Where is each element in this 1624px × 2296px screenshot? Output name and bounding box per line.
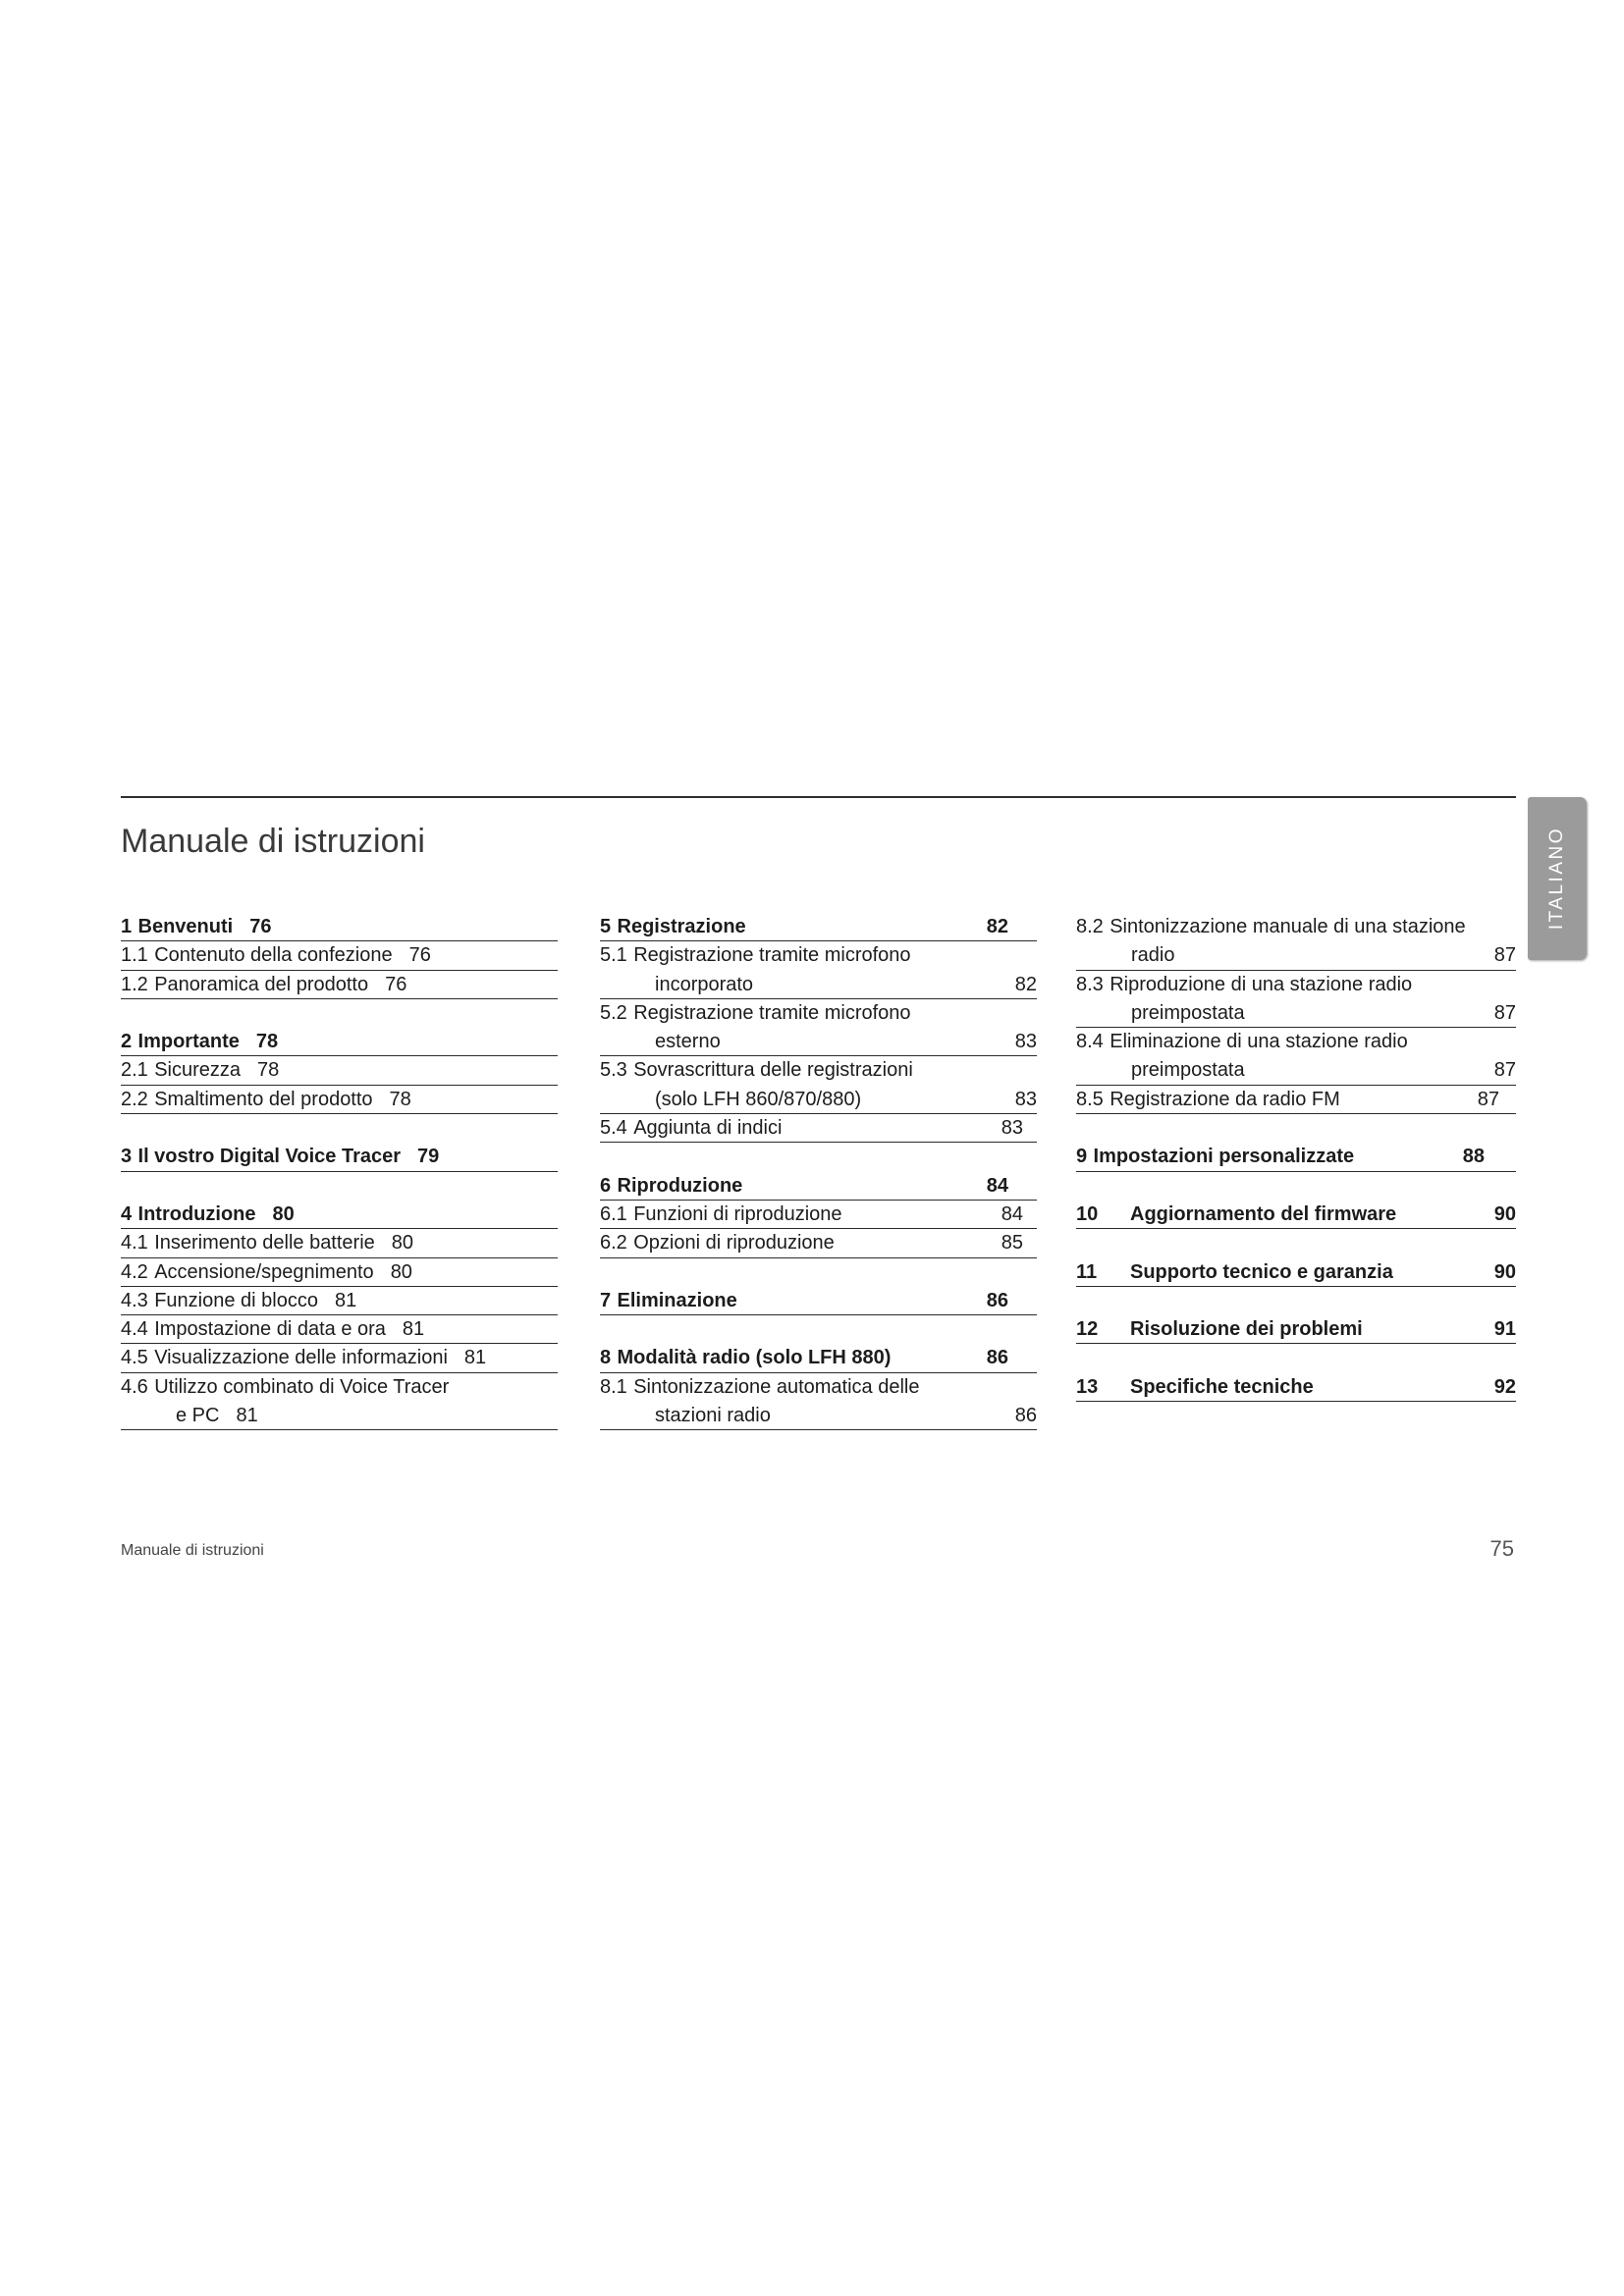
- toc-subsection-5-1: [600, 941, 1037, 999]
- section-number: 13: [1076, 1375, 1099, 1398]
- subsection-title: Utilizzo combinato di Voice Tracer: [154, 1375, 450, 1398]
- page-number: 86: [1014, 1405, 1037, 1427]
- subsection-title-continued: stazioni radio: [655, 1405, 771, 1427]
- section-title: Registrazione: [617, 916, 746, 937]
- section-title: Risoluzione dei problemi: [1130, 1318, 1363, 1341]
- subsection-title: Sovrascrittura delle registrazioni: [633, 1059, 913, 1082]
- subsection-title: Inserimento delle batterie: [154, 1232, 375, 1255]
- page-number: 76: [385, 973, 407, 995]
- subsection-title-continued: radio: [1131, 944, 1175, 967]
- page-number: 82: [1014, 973, 1037, 995]
- toc-subsection-4-2: [121, 1258, 558, 1287]
- toc-subsection-8-5: [1076, 1086, 1516, 1114]
- section-title: Supporto tecnico e garanzia: [1130, 1260, 1393, 1283]
- subsection-number: 5.1: [600, 944, 627, 967]
- page-number: 81: [236, 1405, 258, 1427]
- section-title: Modalità radio (solo LFH 880): [617, 1347, 892, 1369]
- page-number: 87: [1493, 1001, 1516, 1024]
- toc-subsection-8-1: [600, 1373, 1037, 1431]
- subsection-title-continued: e PC: [176, 1405, 220, 1427]
- section-number: 7: [600, 1289, 612, 1311]
- subsection-title: Visualizzazione delle informazioni: [154, 1347, 448, 1369]
- toc-section-7: [600, 1287, 1037, 1315]
- toc-column-1: [121, 913, 558, 1430]
- toc-subsection-8-2: [1076, 913, 1516, 971]
- language-tab-label: ITALIANO: [1546, 827, 1567, 931]
- subsection-title: Panoramica del prodotto: [154, 973, 369, 995]
- page-title: Manuale di istruzioni: [121, 823, 425, 860]
- page-number: 90: [1493, 1260, 1516, 1283]
- page-number: 82: [986, 916, 1008, 937]
- page-number: 83: [1014, 1088, 1037, 1110]
- section-title: Benvenuti: [137, 916, 234, 937]
- section-title: Specifiche tecniche: [1130, 1375, 1314, 1398]
- subsection-number: 5.4: [600, 1117, 627, 1140]
- page-number: 78: [257, 1059, 280, 1082]
- section-title: Importante: [137, 1031, 240, 1053]
- subsection-number: 8.2: [1076, 916, 1104, 937]
- subsection-number: 8.5: [1076, 1088, 1104, 1110]
- section-number: 10: [1076, 1202, 1099, 1225]
- subsection-number: 4.5: [121, 1347, 148, 1369]
- page-number: 78: [389, 1088, 411, 1110]
- subsection-title: Registrazione da radio FM: [1110, 1088, 1340, 1110]
- section-number: 3: [121, 1146, 133, 1168]
- page-number: 80: [391, 1232, 414, 1255]
- section-number: 5: [600, 916, 612, 937]
- toc-section-4: [121, 1201, 558, 1229]
- subsection-title: Registrazione tramite microfono: [633, 944, 911, 967]
- subsection-title: Opzioni di riproduzione: [633, 1232, 835, 1255]
- page-number: 88: [1462, 1146, 1485, 1168]
- page-number: 91: [1493, 1318, 1516, 1341]
- toc-section-10: [1076, 1201, 1516, 1229]
- subsection-number: 6.2: [600, 1232, 627, 1255]
- page-number: 86: [986, 1347, 1008, 1369]
- toc-section-13: [1076, 1373, 1516, 1402]
- subsection-number: 4.3: [121, 1289, 148, 1311]
- toc-section-2: [121, 1028, 558, 1056]
- subsection-number: 2.2: [121, 1088, 148, 1110]
- page-number: 80: [390, 1260, 412, 1283]
- page-number: 92: [1493, 1375, 1516, 1398]
- section-number: 4: [121, 1202, 133, 1225]
- subsection-title: Riproduzione di una stazione radio: [1110, 973, 1413, 995]
- toc-subsection-4-4: [121, 1315, 558, 1344]
- subsection-title-continued: preimpostata: [1131, 1059, 1245, 1082]
- section-number: 11: [1076, 1260, 1098, 1283]
- subsection-number: 4.4: [121, 1318, 148, 1341]
- header-rule: [121, 796, 1516, 798]
- subsection-title: Sintonizzazione automatica delle: [633, 1375, 920, 1398]
- page-number: 87: [1493, 944, 1516, 967]
- toc-section-1: [121, 913, 558, 941]
- subsection-number: 5.3: [600, 1059, 627, 1082]
- subsection-title: Accensione/spegnimento: [154, 1260, 374, 1283]
- page-number: 85: [1001, 1232, 1023, 1255]
- section-title: Introduzione: [137, 1202, 256, 1225]
- toc-section-9: [1076, 1143, 1516, 1171]
- section-title: Riproduzione: [617, 1174, 743, 1197]
- subsection-title: Eliminazione di una stazione radio: [1110, 1031, 1408, 1053]
- subsection-number: 8.1: [600, 1375, 627, 1398]
- toc-section-12: [1076, 1315, 1516, 1344]
- toc-subsection-4-1: [121, 1229, 558, 1257]
- subsection-title: Smaltimento del prodotto: [154, 1088, 373, 1110]
- subsection-title: Impostazione di data e ora: [154, 1318, 386, 1341]
- toc-subsection-5-3: [600, 1056, 1037, 1114]
- page-number: 76: [249, 916, 272, 937]
- section-number: 2: [121, 1031, 133, 1053]
- subsection-number: 1.2: [121, 973, 148, 995]
- page-number: 83: [1014, 1031, 1037, 1053]
- subsection-title-continued: (solo LFH 860/870/880): [655, 1088, 862, 1110]
- page-number: 90: [1493, 1202, 1516, 1225]
- page-number: 81: [402, 1318, 425, 1341]
- toc-subsection-4-5: [121, 1344, 558, 1372]
- page-number: 81: [334, 1289, 357, 1311]
- toc-subsection-6-2: [600, 1229, 1037, 1257]
- footer-page-number: 75: [1489, 1536, 1514, 1561]
- toc-section-5: [600, 913, 1037, 941]
- toc-section-11: [1076, 1258, 1516, 1287]
- toc-subsection-2-1: [121, 1056, 558, 1085]
- section-title: Impostazioni personalizzate: [1093, 1146, 1355, 1168]
- subsection-title-continued: esterno: [655, 1031, 721, 1053]
- toc-section-3: [121, 1143, 558, 1171]
- toc-subsection-5-2: [600, 999, 1037, 1057]
- subsection-number: 4.2: [121, 1260, 148, 1283]
- page-number: 80: [272, 1202, 295, 1225]
- subsection-title: Funzioni di riproduzione: [633, 1202, 842, 1225]
- toc-section-8: [600, 1344, 1037, 1372]
- page-number: 86: [986, 1289, 1008, 1311]
- section-title: Aggiornamento del firmware: [1130, 1202, 1397, 1225]
- section-number: 12: [1076, 1318, 1099, 1341]
- section-number: 6: [600, 1174, 612, 1197]
- subsection-title: Funzione di blocco: [154, 1289, 318, 1311]
- page-number: 76: [408, 944, 431, 967]
- toc-subsection-1-1: [121, 941, 558, 970]
- subsection-title-continued: preimpostata: [1131, 1001, 1245, 1024]
- toc-column-3: [1076, 913, 1516, 1402]
- footer-title: Manuale di istruzioni: [121, 1542, 264, 1559]
- subsection-title: Registrazione tramite microfono: [633, 1001, 911, 1024]
- section-number: 9: [1076, 1146, 1088, 1168]
- subsection-title: Sintonizzazione manuale di una stazione: [1110, 916, 1466, 937]
- subsection-number: 8.3: [1076, 973, 1104, 995]
- section-number: 8: [600, 1347, 612, 1369]
- toc-subsection-8-3: [1076, 971, 1516, 1029]
- toc-subsection-8-4: [1076, 1028, 1516, 1086]
- page-number: 84: [1001, 1202, 1023, 1225]
- subsection-number: 4.1: [121, 1232, 148, 1255]
- page-number: 81: [463, 1347, 487, 1369]
- subsection-title: Contenuto della confezione: [154, 944, 393, 967]
- language-tab: [1528, 797, 1587, 960]
- subsection-number: 5.2: [600, 1001, 627, 1024]
- toc-subsection-4-6: [121, 1373, 558, 1431]
- toc-subsection-1-2: [121, 971, 558, 999]
- subsection-number: 8.4: [1076, 1031, 1104, 1053]
- section-number: 1: [121, 916, 133, 937]
- subsection-title-continued: incorporato: [655, 973, 754, 995]
- subsection-title: Aggiunta di indici: [633, 1117, 783, 1140]
- toc-subsection-5-4: [600, 1114, 1037, 1143]
- section-title: Il vostro Digital Voice Tracer: [137, 1146, 402, 1168]
- page-number: 84: [986, 1174, 1008, 1197]
- subsection-number: 6.1: [600, 1202, 627, 1225]
- toc-section-6: [600, 1172, 1037, 1201]
- page-number: 87: [1493, 1059, 1516, 1082]
- section-title: Eliminazione: [617, 1289, 737, 1311]
- page-number: 87: [1477, 1088, 1499, 1110]
- toc-subsection-4-3: [121, 1287, 558, 1315]
- page-number: 79: [417, 1146, 440, 1168]
- subsection-number: 4.6: [121, 1375, 148, 1398]
- toc-subsection-6-1: [600, 1201, 1037, 1229]
- toc-column-2: [600, 913, 1037, 1430]
- toc-subsection-2-2: [121, 1086, 558, 1114]
- subsection-number: 2.1: [121, 1059, 148, 1082]
- page-number: 83: [1001, 1117, 1023, 1140]
- subsection-number: 1.1: [121, 944, 148, 967]
- page-number: 78: [255, 1031, 279, 1053]
- subsection-title: Sicurezza: [154, 1059, 242, 1082]
